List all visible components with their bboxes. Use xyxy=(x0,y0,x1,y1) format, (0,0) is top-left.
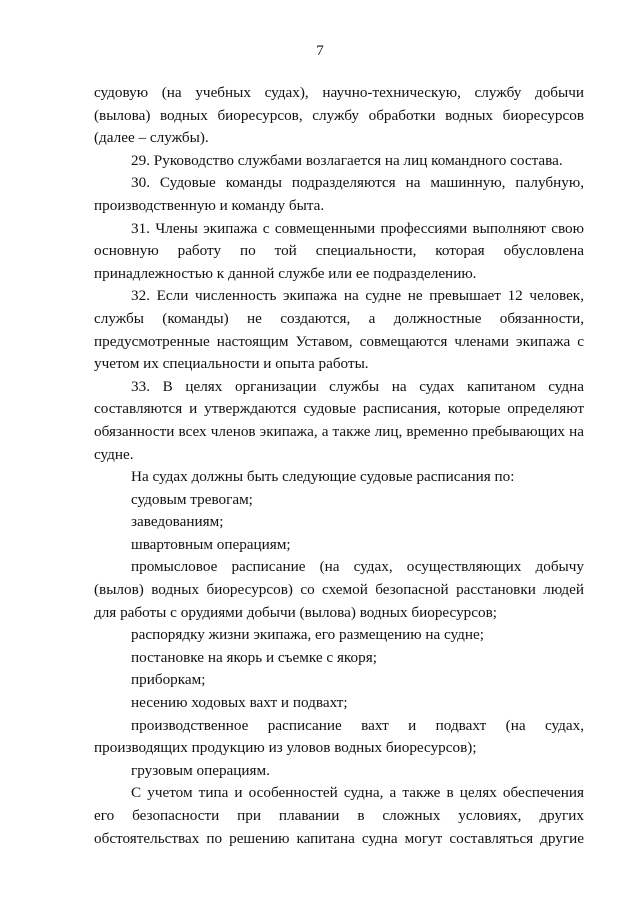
schedule-item-daily-routine: распорядку жизни экипажа, его размещению на судне; xyxy=(131,626,484,644)
schedule-item-alarms: судовым тревогам; xyxy=(131,490,253,508)
schedule-item-cleaning: приборкам; xyxy=(131,671,206,689)
schedule-item-management: заведованиям; xyxy=(131,513,224,531)
schedule-item-anchoring: постановке на якорь и съемке с якоря; xyxy=(131,648,377,666)
schedule-item-production: производственное расписание вахт и подвахт (на судах, производящих продукцию из уловов водных биоресурсов); xyxy=(94,716,584,757)
paragraph-29: 29. Руководство службами возлагается на лиц командного состава. xyxy=(131,151,563,169)
page-number: 7 xyxy=(316,43,324,59)
schedule-item-fishing: промысловое расписание (на судах, осуществляющих добычу (вылов) водных биоресурсов) со схемой безопасной расстановки людей для работы с орудиями добычи (вылова) водных биоресурсов; xyxy=(94,558,584,621)
paragraph-30: 30. Судовые команды подразделяются на машинную, палубную, производственную и команду быта. xyxy=(94,174,584,214)
schedules-intro: На судах должны быть следующие судовые расписания по: xyxy=(131,468,515,486)
paragraph-31: 31. Члены экипажа с совмещенными профессиями выполняют свою основную работу по той специальности, которая обусловлена принадлежностью к данной службе или ее подразделению. xyxy=(94,219,584,282)
paragraph-other-schedules: С учетом типа и особенностей судна, а также в целях обеспечения его безопасности при плавании в сложных условиях, других обстоятельствах по решению капитана судна могут составляться другие xyxy=(94,784,584,847)
paragraph-services-continuation: судовую (на учебных судах), научно-техническую, службу добычи (вылова) водных биоресурсов, службу обработки водных биоресурсов (далее – службы). xyxy=(94,84,584,147)
schedule-item-watches: несению ходовых вахт и подвахт; xyxy=(131,694,348,712)
paragraph-32: 32. Если численность экипажа на судне не превышает 12 человек, службы (команды) не создаются, а должностные обязанности, предусмотренные настоящим Уставом, совмещаются членами экипажа с учетом их специальности и опыта работы. xyxy=(94,287,584,373)
schedule-item-cargo: грузовым операциям. xyxy=(131,761,270,779)
document-body xyxy=(94,82,584,850)
schedule-item-mooring: швартовным операциям; xyxy=(131,535,291,553)
paragraph-33: 33. В целях организации службы на судах капитаном судна составляются и утверждаются судовые расписания, которые определяют обязанности всех членов экипажа, а также лиц, временно пребывающих на судне. xyxy=(94,377,584,463)
